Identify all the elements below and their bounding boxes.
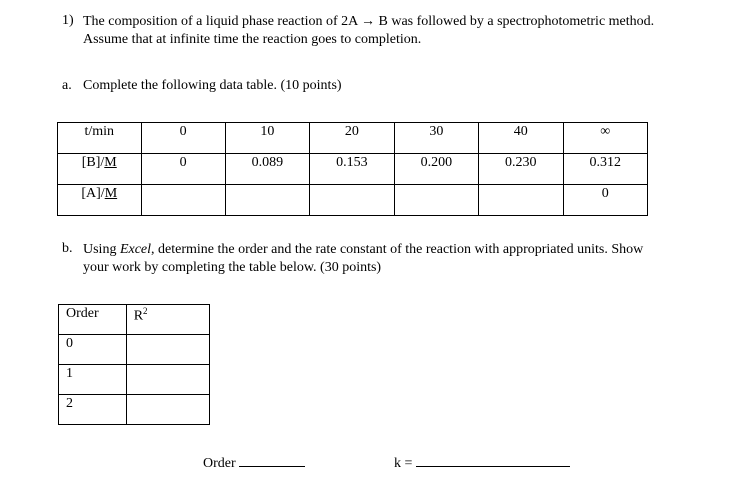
b-concentration-row xyxy=(58,154,648,185)
part-b-text-excel: Excel xyxy=(119,242,152,257)
k-answer-label: k = xyxy=(394,456,413,471)
part-b-letter: b. xyxy=(62,241,73,256)
order-row xyxy=(59,365,210,395)
a-cell-blank xyxy=(479,185,563,216)
order-value: 2 xyxy=(59,395,127,425)
order-value: 1 xyxy=(59,365,127,395)
a-concentration-row xyxy=(58,185,648,216)
a-cell: 0 xyxy=(563,185,647,216)
r-squared-label: R xyxy=(133,308,144,324)
a-row-label-unit: M xyxy=(104,186,118,201)
r-squared-cell-blank xyxy=(126,335,209,365)
part-b-line2: your work by completing the table below. (30 points) xyxy=(83,260,382,275)
order-answer-label: Order xyxy=(203,456,236,471)
k-answer-blank[interactable] xyxy=(416,453,570,467)
r-squared-header xyxy=(126,305,209,335)
time-row-label: t/min xyxy=(58,123,142,154)
question-text-line1: The composition of a liquid phase reaction of 2A → B was followed by a spectrophotometric method. xyxy=(83,14,655,29)
b-row-label-unit: M xyxy=(104,155,117,170)
part-b-instructions xyxy=(83,241,643,277)
a-cell-blank xyxy=(394,185,478,216)
question-text-line2: Assume that at infinite time the reaction goes to completion. xyxy=(83,32,422,47)
time-cell: 10 xyxy=(225,123,309,154)
order-answer-blank[interactable] xyxy=(239,453,305,467)
r-squared-cell-blank xyxy=(126,395,209,425)
order-row xyxy=(59,335,210,365)
b-row-label xyxy=(58,154,142,185)
question-number: 1) xyxy=(62,13,74,28)
a-cell-blank xyxy=(310,185,394,216)
order-answer xyxy=(203,453,305,472)
time-cell: 20 xyxy=(310,123,394,154)
order-header: Order xyxy=(59,305,127,335)
order-row xyxy=(59,395,210,425)
b-cell: 0.153 xyxy=(310,154,394,185)
time-cell: 0 xyxy=(141,123,225,154)
b-cell: 0 xyxy=(141,154,225,185)
part-a-letter: a. xyxy=(62,78,72,93)
order-table-header xyxy=(59,305,210,335)
k-answer xyxy=(394,453,570,472)
part-b-text-pre: Using xyxy=(83,242,120,257)
r-squared-cell-blank xyxy=(126,365,209,395)
a-row-label xyxy=(58,185,142,216)
part-b-line1 xyxy=(83,241,643,259)
time-row xyxy=(58,123,648,154)
order-value: 0 xyxy=(59,335,127,365)
b-cell: 0.230 xyxy=(479,154,563,185)
a-row-label-main: [A]/ xyxy=(81,186,105,201)
a-cell-blank xyxy=(225,185,309,216)
order-table xyxy=(58,304,210,425)
question-text xyxy=(83,13,654,49)
part-b-text-post: , determine the order and the rate constant of the reaction with appropriated units. Show xyxy=(151,242,644,257)
b-cell: 0.089 xyxy=(225,154,309,185)
time-cell-infinity: ∞ xyxy=(563,123,647,154)
b-row-label-main: [B]/ xyxy=(81,155,105,170)
data-table xyxy=(57,122,648,216)
time-cell: 30 xyxy=(394,123,478,154)
a-cell-blank xyxy=(141,185,225,216)
part-a-instructions: Complete the following data table. (10 points) xyxy=(83,78,342,93)
r-squared-sup: 2 xyxy=(143,306,148,316)
time-cell: 40 xyxy=(479,123,563,154)
b-cell: 0.200 xyxy=(394,154,478,185)
b-cell: 0.312 xyxy=(563,154,647,185)
